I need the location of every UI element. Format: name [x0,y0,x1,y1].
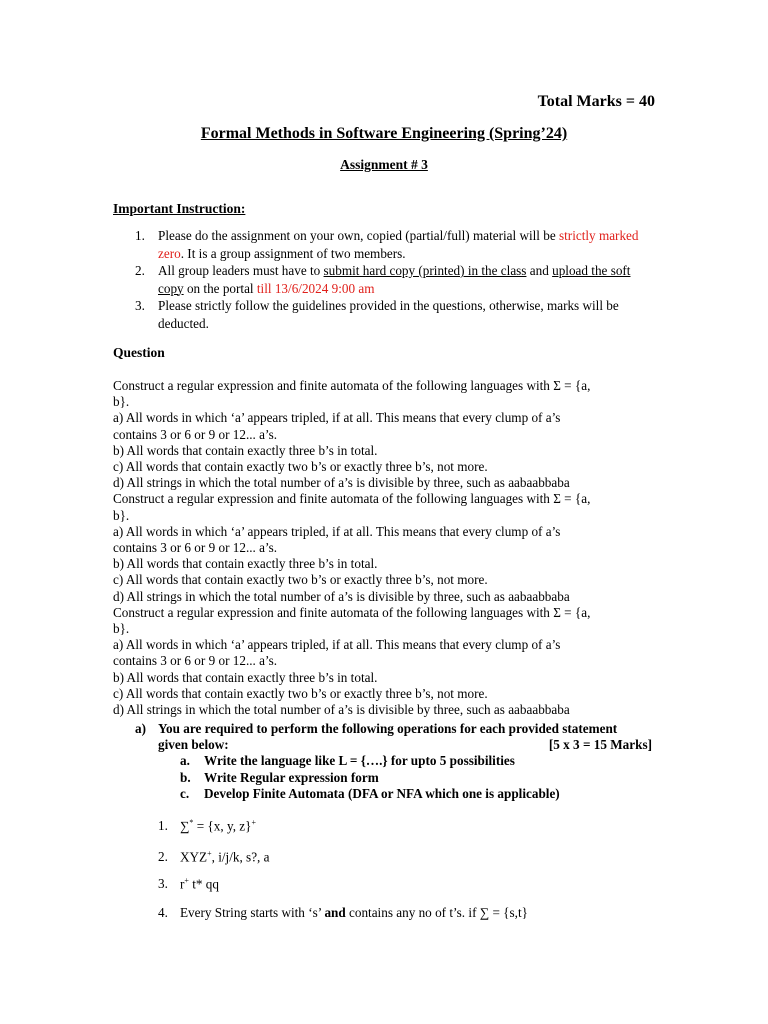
superscript: + [184,876,189,885]
operation-sub-item [113,770,658,786]
question-line: Construct a regular expression and finite automata of the following languages with Σ = {a, [113,378,591,393]
question-line: c) All words that contain exactly two b’s or exactly three b’s, not more. [113,572,488,588]
statement-part: XYZ [180,849,208,865]
operations-line: given below: [158,737,229,753]
sub-item-label: c. [180,785,190,801]
underlined-text: submit hard copy (printed) in the class [323,263,527,278]
underlined-text: upload the soft copy [158,263,631,296]
superscript: + [207,849,212,858]
statement-part: = {x, y, z} [193,818,252,834]
total-marks: Total Marks = 40 [537,93,655,110]
sub-item-text: Write the language like L = {….} for upto 5 possibilities [204,753,515,769]
statement-number: 2. [158,849,168,864]
marks-label: [5 x 3 = 15 Marks] [548,737,652,753]
question-line: b}. [113,507,130,523]
instruction-text: and [526,263,553,278]
statement-text [180,905,528,921]
superscript: * [189,818,194,827]
instruction-text: Please strictly follow the guidelines provided in the questions, otherwise, marks will be deducted. [158,298,619,331]
question-line: a) All words in which ‘a’ appears tripled, if at all. This means that every clump of a’s [113,637,561,653]
statement-part: contains any no of t’s. if ∑ = {s,t} [345,905,528,920]
superscript: + [251,818,256,827]
instruction-item [113,297,653,332]
deadline-text: till 13/6/2024 9:00 am [256,280,375,296]
instruction-number: 2. [135,263,145,278]
statement-number: 4. [158,905,168,920]
sub-item-label: a. [180,753,190,769]
question-line: d) All strings in which the total number of a’s is divisible by three, such as aabaabbaba [113,475,570,491]
operation-sub-item [113,786,658,802]
instructions-list [113,227,653,332]
statement-part: t* qq [188,876,219,892]
bold-text: and [324,905,346,920]
question-line: c) All words that contain exactly two b’s or exactly three b’s, not more. [113,459,488,475]
statement-text [180,818,256,834]
instructions-heading: Important Instruction: [113,201,246,216]
question-line: contains 3 or 6 or 9 or 12... a’s. [113,426,278,442]
question-line: a) All words in which ‘a’ appears tripled, if at all. This means that every clump of a’s [113,410,561,426]
question-heading: Question [113,345,165,360]
question-line: b) All words that contain exactly three b’s in total. [113,669,378,685]
statement-number: 1. [158,818,168,833]
instruction-number: 1. [135,228,145,243]
sub-item-text: Write Regular expression form [204,769,379,785]
highlight-text: strictly marked zero [158,228,639,261]
instruction-item [113,262,653,297]
operation-sub-item [113,753,658,769]
operations-label: a) [135,721,146,736]
sub-item-label: b. [180,769,191,785]
sub-item-text: Develop Finite Automata (DFA or NFA which one is applicable) [204,785,560,801]
question-line: b) All words that contain exactly three b’s in total. [113,556,378,572]
instruction-text: All group leaders must have to [158,263,324,278]
operations-row [113,737,658,753]
question-text [113,378,633,718]
instruction-text: . It is a group assignment of two members. [180,245,406,261]
statement-text [180,876,219,892]
statement-number: 3. [158,876,168,891]
question-line: contains 3 or 6 or 9 or 12... a’s. [113,653,278,669]
course-title: Formal Methods in Software Engineering (Spring’24) [200,125,568,142]
instruction-text: on the portal [183,280,257,296]
instruction-number: 3. [135,298,145,313]
operations-row [113,721,658,737]
question-line: Construct a regular expression and finite automata of the following languages with Σ = {a, [113,491,591,507]
question-line: b}. [113,394,130,410]
instruction-text: Please do the assignment on your own, copied (partial/full) material will be [158,228,560,243]
operations-line: You are required to perform the following operations for each provided statement [158,721,618,736]
question-line: c) All words that contain exactly two b’s or exactly three b’s, not more. [113,685,488,701]
question-line: d) All strings in which the total number of a’s is divisible by three, such as aabaabbaba [113,702,570,718]
question-line: d) All strings in which the total number of a’s is divisible by three, such as aabaabbaba [113,588,570,604]
statement-part: , i/j/k, s?, a [211,849,270,865]
question-line: b}. [113,621,130,637]
statement-part: Every String starts with ‘s’ [180,905,325,920]
question-line: contains 3 or 6 or 9 or 12... a’s. [113,540,278,556]
question-line: a) All words in which ‘a’ appears tripled, if at all. This means that every clump of a’s [113,523,561,539]
statement-part: ∑ [180,818,190,834]
question-line: b) All words that contain exactly three b’s in total. [113,442,378,458]
statement-part: r [180,876,185,892]
question-line: Construct a regular expression and finite automata of the following languages with Σ = {a, [113,604,591,620]
operations-block [113,721,658,802]
instruction-item [113,227,653,262]
assignment-number: Assignment # 3 [340,157,428,172]
statement-text [180,849,270,865]
